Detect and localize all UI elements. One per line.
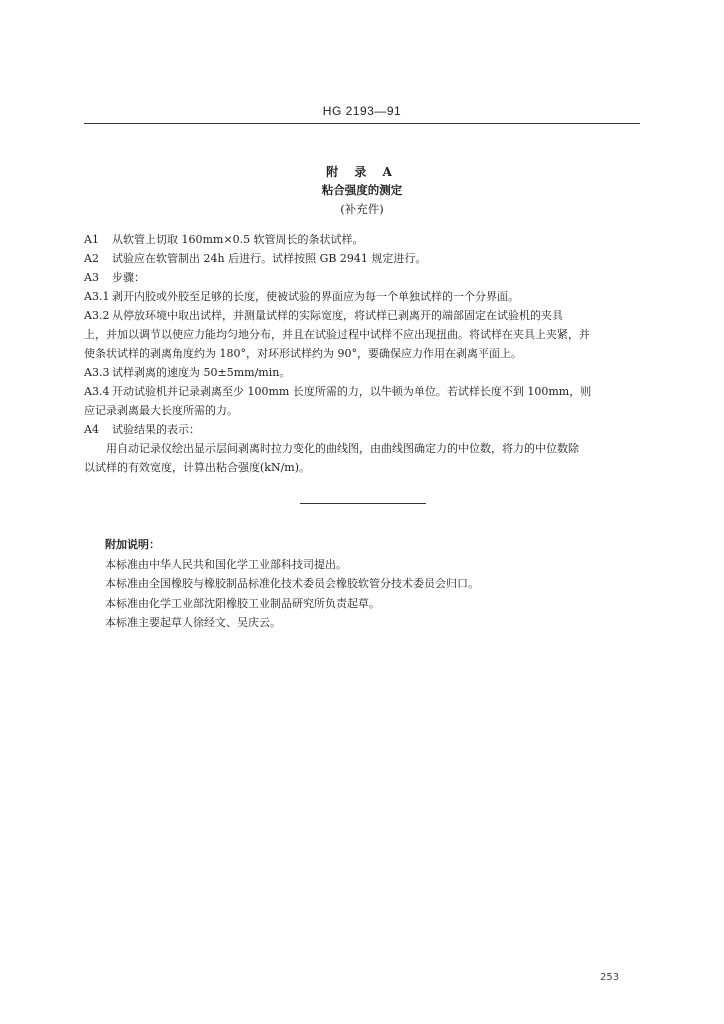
clause-number: A3.1 [84, 290, 110, 303]
body-text [84, 230, 644, 477]
clause-number: A4 [84, 423, 99, 436]
addendum-title: 附加说明： [105, 538, 160, 551]
clause-number: A3.3 [84, 366, 110, 379]
clause-number: A1 [84, 233, 99, 246]
appendix-title: 附 录 A [326, 165, 398, 179]
addendum [105, 535, 645, 633]
clause-a4-line2: 以试样的有效宽度，计算出粘合强度(kN/m)。 [84, 461, 311, 474]
addendum-line: 本标准由中华人民共和国化学工业部科技司提出。 [105, 557, 347, 571]
header-standard-code: HG 2193—91 [322, 104, 402, 118]
addendum-line: 本标准主要起草人徐经文、吴庆云。 [105, 616, 281, 629]
clause-text: 试样剥离的速度为 50±5mm/min。 [112, 366, 291, 379]
end-rule [300, 503, 426, 504]
clause-text: 从软管上切取 160mm×0.5 软管周长的条状试样。 [112, 233, 364, 246]
clause-a2 [84, 249, 644, 268]
clause-number: A3.4 [84, 385, 110, 398]
clause-a3-3 [84, 363, 644, 382]
clause-text: 试验应在软管制出 24h 后进行。试样按照 GB 2941 规定进行。 [112, 252, 427, 265]
clause-text: 开动试验机并记录剥离至少 100mm 长度所需的力，以牛顿为单位。若试样长度不到 100mm，则 [112, 385, 592, 398]
clause-a3-4-line1 [84, 382, 644, 401]
clause-number: A3 [84, 271, 99, 284]
appendix-note: (补充件) [340, 202, 384, 216]
clause-text: 从停放环境中取出试样，并测量试样的实际宽度，将试样已剥离开的端部固定在试验机的夹具 [112, 309, 563, 322]
clause-text: 试验结果的表示： [112, 423, 200, 436]
clause-a3-2-line3: 使条状试样的剥离角度约为 180°，对环形试样约为 90°，要确保应力作用在剥离平面上。 [84, 347, 522, 360]
page-number: 253 [600, 972, 620, 983]
addendum-line: 本标准由全国橡胶与橡胶制品标准化技术委员会橡胶软管分技术委员会归口。 [105, 577, 479, 590]
header-rule [84, 123, 640, 124]
clause-a3-4-line2: 应记录剥离最大长度所需的力。 [84, 404, 238, 417]
clause-a1 [84, 230, 644, 249]
clause-a4 [84, 420, 644, 439]
clause-number: A3.2 [84, 309, 110, 322]
clause-a3 [84, 268, 644, 287]
clause-a3-2-line1 [84, 306, 644, 325]
clause-a4-line1: 用自动记录仪绘出显示层间剥离时拉力变化的曲线图，由曲线图确定力的中位数，将力的中位数除 [106, 442, 579, 455]
clause-number: A2 [84, 252, 99, 265]
clause-text: 步骤： [112, 271, 145, 284]
appendix-subtitle: 粘合强度的测定 [321, 183, 403, 197]
clause-a3-1 [84, 287, 644, 306]
clause-text: 剥开内胶或外胶至足够的长度，使被试验的界面应为每一个单独试样的一个分界面。 [112, 290, 519, 303]
clause-a3-2-line2: 上，并加以调节以使应力能均匀地分布，并且在试验过程中试样不应出现扭曲。将试样在夹具上夹紧，并 [84, 328, 590, 341]
addendum-line: 本标准由化学工业部沈阳橡胶工业制品研究所负责起草。 [105, 596, 380, 610]
